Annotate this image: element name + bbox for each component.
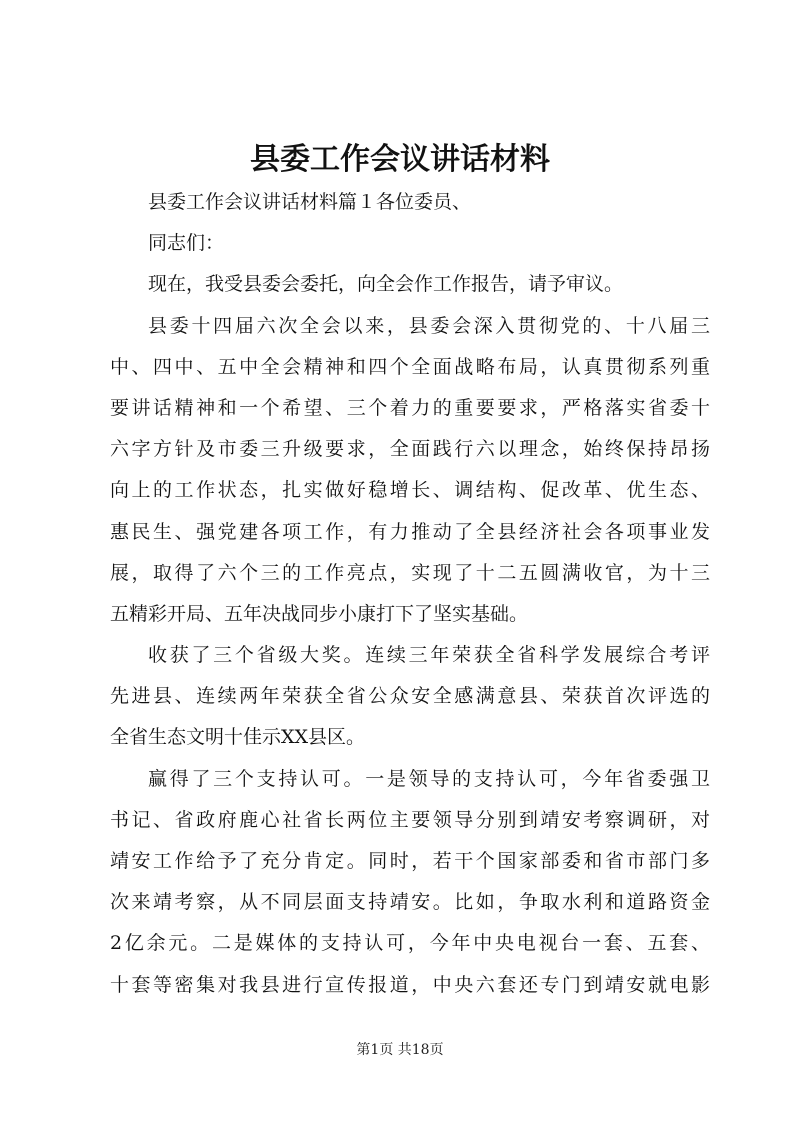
paragraph-line: 五精彩开局、五年决战同步小康打下了坚实基础。 bbox=[110, 602, 529, 625]
document-body bbox=[110, 182, 710, 1006]
paragraph-line: 赢得了三个支持认可。一是领导的支持认可，今年省委强卫 bbox=[148, 767, 710, 790]
paragraph-line: 靖安工作给予了充分肯定。同时，若干个国家部委和省市部门多 bbox=[110, 850, 710, 872]
page-number-footer: 第1页 共18页 bbox=[356, 1042, 444, 1058]
paragraph-line: 现在，我受县委会委托，向全会作工作报告，请予审议。 bbox=[148, 273, 624, 296]
paragraph-line: 次来靖考察，从不同层面支持靖安。比如，争取水利和道路资金 bbox=[110, 891, 710, 914]
paragraph-line: 县委工作会议讲话材料篇１各位委员、 bbox=[148, 191, 472, 213]
paragraph-line: 六字方针及市委三升级要求，全面践行六以理念，始终保持昂扬 bbox=[110, 438, 710, 461]
paragraph-line: 向上的工作状态，扎实做好稳增长、调结构、促改革、优生态、 bbox=[110, 479, 710, 502]
paragraph-line: 同志们： bbox=[148, 232, 225, 255]
paragraph-line: 县委十四届六次全会以来，县委会深入贯彻党的、十八届三 bbox=[148, 314, 710, 337]
paragraph-line: 2亿余元。二是媒体的支持认可，今年中央电视台一套、五套、 bbox=[110, 932, 710, 955]
document-title: 县委工作会议讲话材料 bbox=[250, 142, 550, 177]
paragraph-line: 收获了三个省级大奖。连续三年荣获全省科学发展综合考评 bbox=[148, 644, 710, 667]
paragraph-line: 中、四中、五中全会精神和四个全面战略布局，认真贯彻系列重 bbox=[110, 355, 710, 378]
paragraph-line: 十套等密集对我县进行宣传报道，中央六套还专门到靖安就电影 bbox=[110, 973, 710, 996]
paragraph-line: 展，取得了六个三的工作亮点，实现了十二五圆满收官，为十三 bbox=[110, 561, 710, 584]
paragraph-line: 书记、省政府鹿心社省长两位主要领导分别到靖安考察调研，对 bbox=[110, 808, 710, 831]
paragraph-line: 要讲话精神和一个希望、三个着力的重要要求，严格落实省委十 bbox=[110, 396, 710, 419]
paragraph-line: 惠民生、强党建各项工作，有力推动了全县经济社会各项事业发 bbox=[110, 520, 710, 543]
paragraph-line: 先进县、连续两年荣获全省公众安全感满意县、荣获首次评选的 bbox=[110, 685, 710, 708]
paragraph-line: 全省生态文明十佳示XX县区。 bbox=[110, 726, 366, 749]
